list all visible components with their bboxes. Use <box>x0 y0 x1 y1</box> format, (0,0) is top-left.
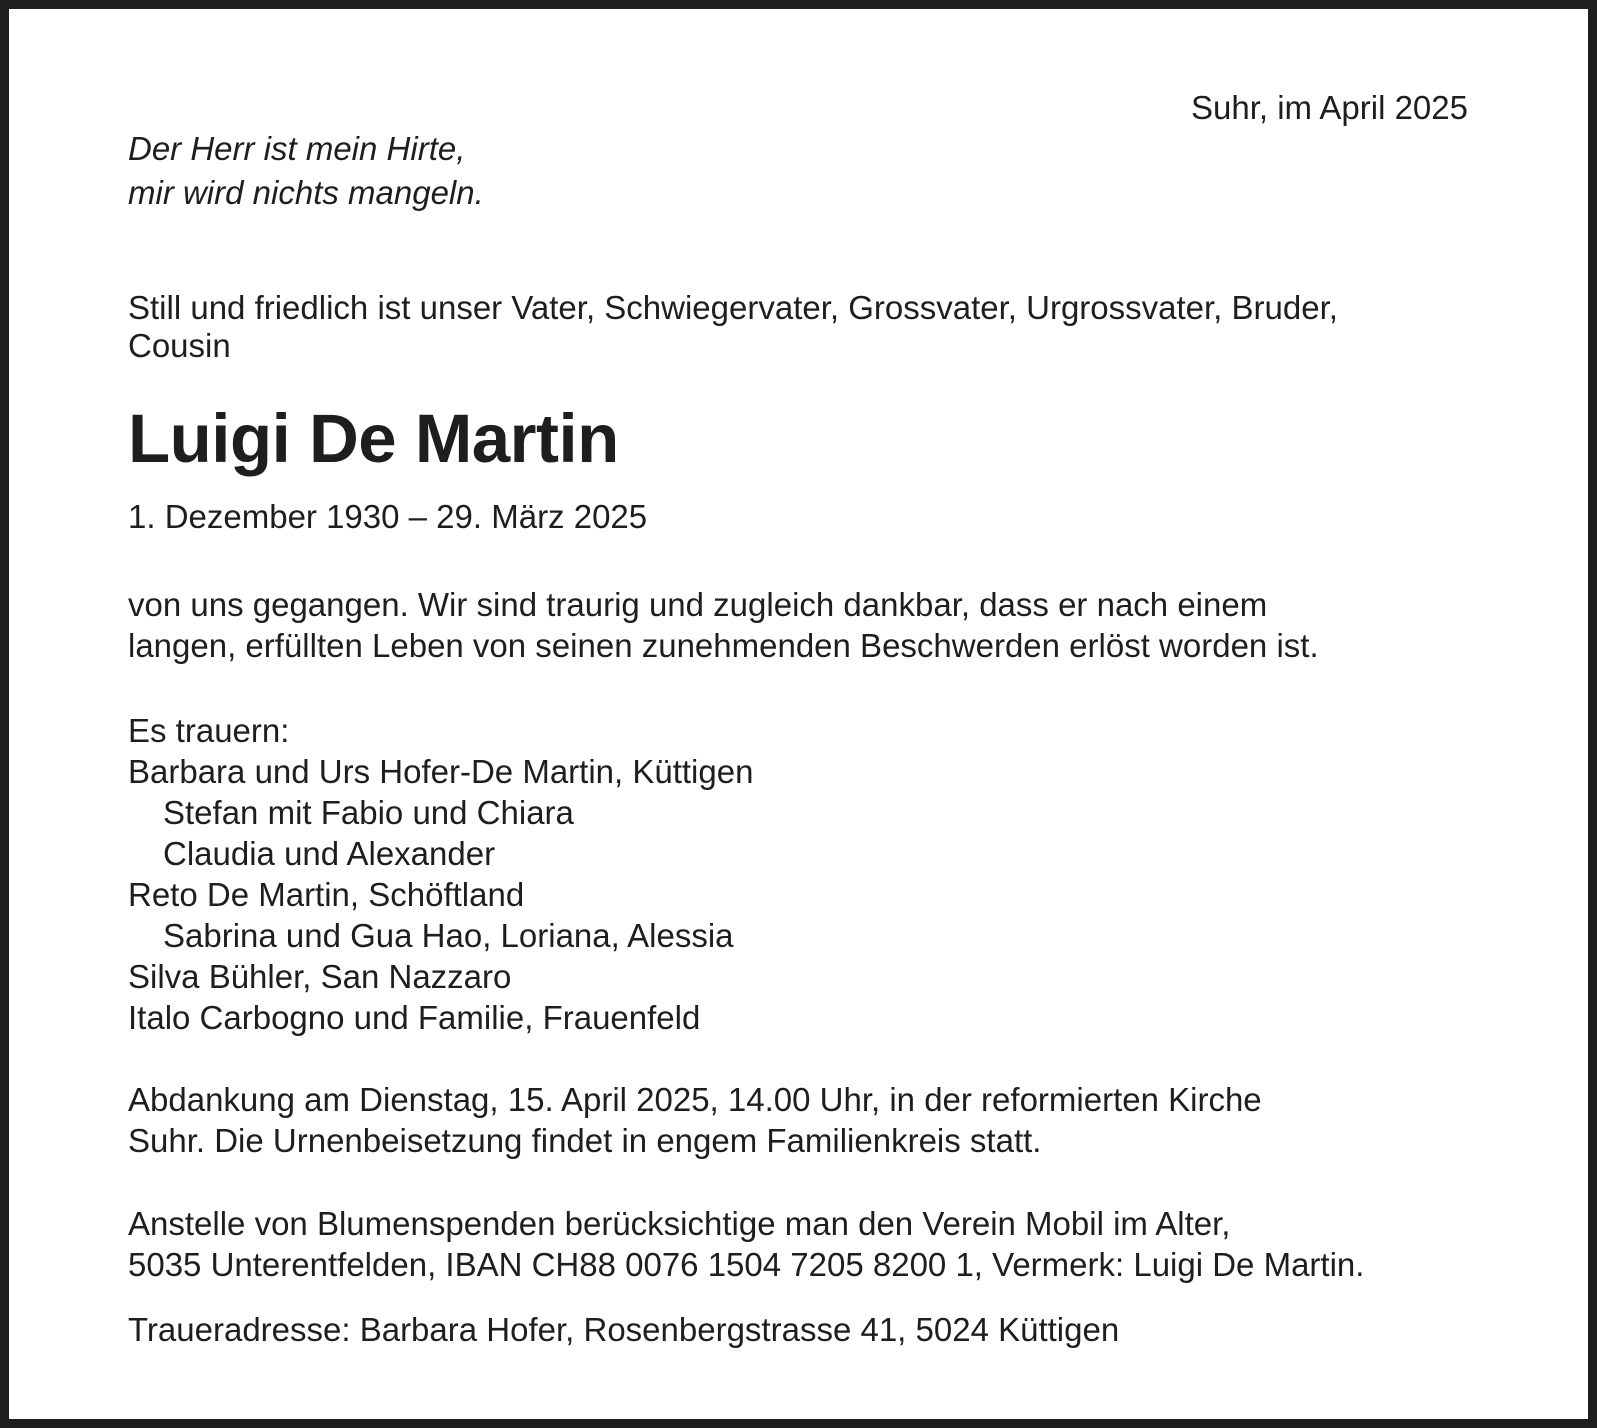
donation-line-1: Anstelle von Blumenspenden berücksichtige man den Verein Mobil im Alter, <box>128 1205 1231 1242</box>
mourner-entry: Silva Bühler, San Nazzaro <box>128 958 512 995</box>
life-dates: 1. Dezember 1930 – 29. März 2025 <box>128 498 648 535</box>
bible-verse <box>128 127 484 215</box>
mourner-entry-indented: Stefan mit Fabio und Chiara <box>163 794 574 831</box>
passed-line-2: langen, erfüllten Leben von seinen zunehmenden Beschwerden erlöst worden ist. <box>128 627 1319 664</box>
service-line-2: Suhr. Die Urnenbeisetzung findet in engem Familienkreis statt. <box>128 1122 1042 1159</box>
mourner-entry: Italo Carbogno und Familie, Frauenfeld <box>128 999 701 1036</box>
mourner-entry: Reto De Martin, Schöftland <box>128 876 525 913</box>
passed-text <box>128 584 1319 666</box>
bible-verse-line-2: mir wird nichts mangeln. <box>128 174 484 211</box>
service-line-1: Abdankung am Dienstag, 15. April 2025, 14.00 Uhr, in der reformierten Kirche <box>128 1081 1262 1118</box>
intro-text <box>128 289 1338 365</box>
donation-line-2: 5035 Unterentfelden, IBAN CH88 0076 1504 7205 8200 1, Vermerk: Luigi De Martin. <box>128 1246 1365 1283</box>
mourners-heading: Es trauern: <box>128 712 290 749</box>
bible-verse-line-1: Der Herr ist mein Hirte, <box>128 130 466 167</box>
funeral-service-info <box>128 1079 1262 1161</box>
donation-info <box>128 1203 1364 1285</box>
mourner-entry: Barbara und Urs Hofer-De Martin, Küttigen <box>128 753 754 790</box>
mourner-entry-indented: Sabrina und Gua Hao, Loriana, Alessia <box>163 917 734 954</box>
intro-line-2: Cousin <box>128 327 231 364</box>
passed-line-1: von uns gegangen. Wir sind traurig und zugleich dankbar, dass er nach einem <box>128 586 1268 623</box>
intro-line-1: Still und friedlich ist unser Vater, Schwiegervater, Grossvater, Urgrossvater, Bruder, <box>128 289 1338 326</box>
deceased-name: Luigi De Martin <box>128 400 619 477</box>
mourner-entry-indented: Claudia und Alexander <box>163 835 496 872</box>
place-date: Suhr, im April 2025 <box>1191 89 1468 126</box>
mourning-address: Traueradresse: Barbara Hofer, Rosenbergstrasse 41, 5024 Küttigen <box>128 1311 1120 1348</box>
mourners-list <box>128 710 753 1038</box>
